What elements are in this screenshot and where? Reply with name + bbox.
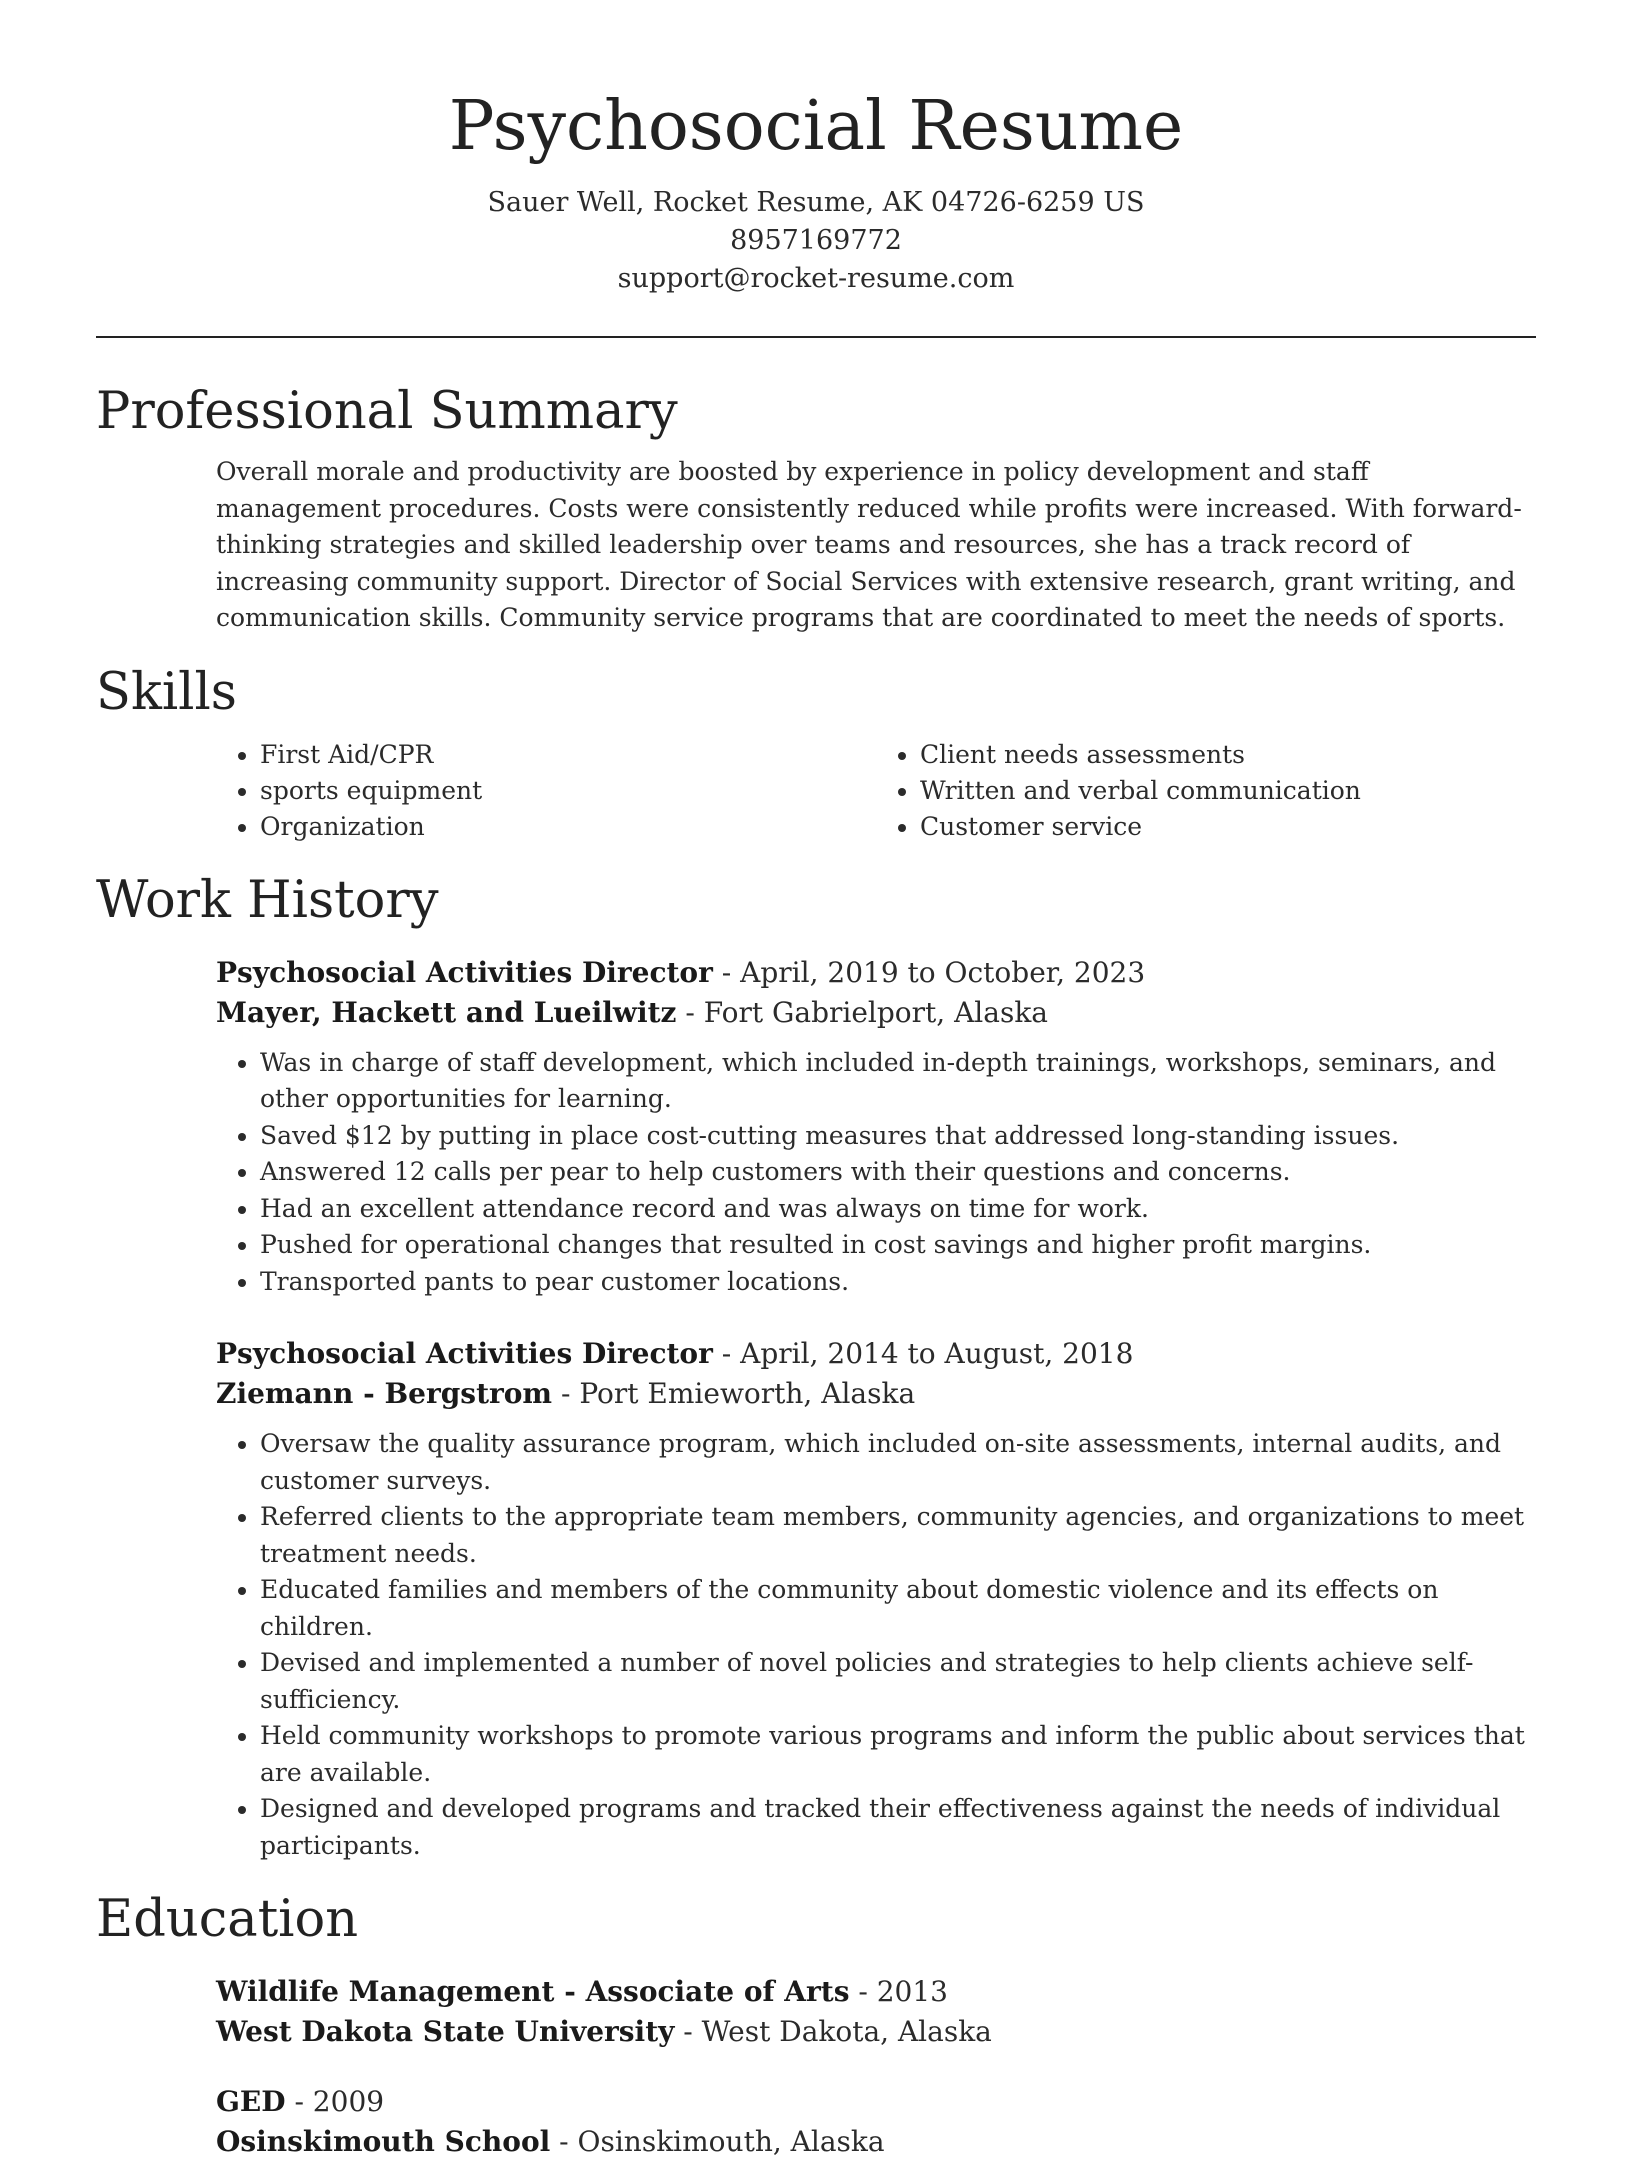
job-company-line [216,1374,1536,1414]
job-location: - Fort Gabrielport, Alaska [676,995,1048,1029]
resume-title: Psychosocial Resume [448,87,1184,166]
job-bullet: • Saved $12 by putting in place cost-cutting measures that addressed long-standing issues. [260,1118,1536,1155]
job-bullet: • Was in charge of staff development, which included in-depth trainings, workshops, seminars, and other opportunities for learning. [260,1045,1536,1118]
education-year: - 2009 [285,2085,385,2118]
job-bullet: • Held community workshops to promote various programs and inform the public about services that are available. [260,1718,1536,1791]
education-school: Osinskimouth School [216,2125,551,2158]
job-title-line [216,1334,1536,1374]
education-degree: Wildlife Management - Associate of Arts [216,1975,850,2008]
education-location: - West Dakota, Alaska [674,2015,992,2048]
education-school: West Dakota State University [216,2015,675,2048]
contact-email: support@rocket-resume.com [617,263,1015,294]
education-year: - 2013 [849,1975,948,2008]
job-bullet: • Had an excellent attendance record and was always on time for work. [260,1191,1536,1228]
education-entry [216,2082,1536,2162]
skill-item: • Written and verbal communication [920,773,1536,809]
job-bullet: • Transported pants to pear customer locations. [260,1264,1536,1301]
summary-text: Overall morale and productivity are boosted by experience in policy development and staff management procedures. Costs were consistently reduced while profits were increased. With forward-thinking strategies and skilled leadership over teams and resources, she has a track record of increasing community support. Director of Social Services with extensive research, grant writing, and communication skills. Community service programs that are coordinated to meet the needs of sports. [216,457,1522,632]
education-heading: Education [96,1890,359,1949]
education-school-line [216,2122,1536,2162]
job-bullet: • Answered 12 calls per pear to help customers with their questions and concerns. [260,1154,1536,1191]
job-company: Ziemann - Bergstrom [216,1377,553,1410]
job-bullet: • Oversaw the quality assurance program, which included on-site assessments, internal audits, and customer surveys. [260,1426,1536,1499]
education-entry [216,1972,1536,2052]
summary-heading: Professional Summary [96,382,678,441]
work-history-heading: Work History [96,870,439,930]
job-bullet: • Educated families and members of the community about domestic violence and its effects on children. [260,1572,1536,1645]
skill-item: • Client needs assessments [920,737,1536,773]
education-degree: GED [216,2085,286,2118]
contact-phone: 8957169772 [730,225,902,256]
professional-summary-section [96,380,1536,637]
job-bullets [216,1426,1536,1864]
contact-address: Sauer Well, Rocket Resume, AK 04726-6259 US [487,187,1145,218]
job-entry [216,953,1536,1301]
education-section [96,1888,1536,2162]
job-bullets [216,1045,1536,1301]
skills-heading: Skills [96,662,237,722]
resume-page [96,0,1536,2162]
skills-column-left [216,737,876,845]
job-bullet: • Pushed for operational changes that resulted in cost savings and higher profit margins. [260,1227,1536,1264]
job-title: Psychosocial Activities Director [216,955,713,989]
skill-item: • Organization [260,809,876,845]
job-location: - Port Emieworth, Alaska [552,1377,916,1410]
work-history-section [96,869,1536,1865]
job-dates: - April, 2014 to August, 2018 [712,1337,1134,1370]
job-bullet: • Devised and implemented a number of novel policies and strategies to help clients achieve self-sufficiency. [260,1645,1536,1718]
job-company-line [216,993,1536,1033]
skill-item: • Customer service [920,809,1536,845]
education-degree-line [216,2082,1536,2122]
skill-item: • sports equipment [260,773,876,809]
job-entry [216,1334,1536,1864]
job-bullet: • Referred clients to the appropriate team members, community agencies, and organizations to meet treatment needs. [260,1499,1536,1572]
education-degree-line [216,1972,1536,2012]
job-title: Psychosocial Activities Director [216,1337,713,1370]
skill-item: • First Aid/CPR [260,737,876,773]
job-title-line [216,953,1536,993]
education-location: - Osinskimouth, Alaska [550,2125,885,2158]
job-dates: - April, 2019 to October, 2023 [712,955,1146,989]
education-school-line [216,2012,1536,2052]
skills-column-right [876,737,1536,845]
header-divider [96,336,1536,338]
job-bullet: • Designed and developed programs and tracked their effectiveness against the needs of individual participants. [260,1791,1536,1864]
skills-grid [216,737,1536,845]
resume-header [96,0,1536,298]
job-company: Mayer, Hackett and Lueilwitz [216,995,677,1029]
skills-section [96,661,1536,845]
